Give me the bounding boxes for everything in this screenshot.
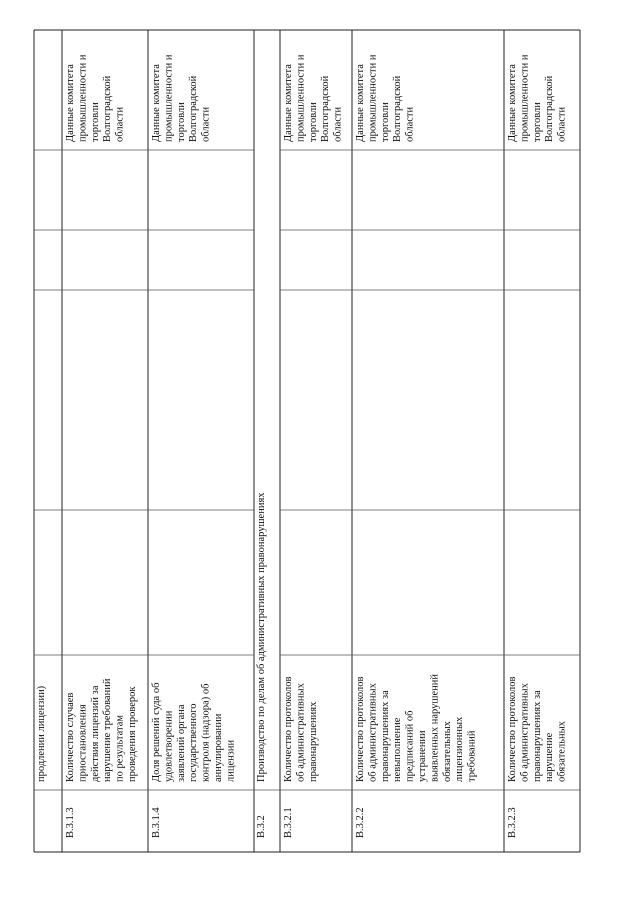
- table-cell-source: Данные комитета: [283, 64, 294, 142]
- table-cell-source: торговли: [307, 102, 319, 142]
- table-cell-source: области: [556, 106, 568, 142]
- table-cell-name: аннулировании: [213, 713, 224, 782]
- table-cell-source: торговли: [89, 102, 101, 142]
- table-cell-name: лицензионных: [454, 716, 466, 782]
- table-cell-source: области: [332, 106, 344, 142]
- table-cell-source: области: [114, 106, 126, 142]
- table-cell-name: Количество протоколов: [355, 676, 366, 782]
- table-cell-source: промышленности и: [77, 54, 89, 142]
- table-cell-source: Волгоградской: [320, 75, 332, 142]
- table-cell-source: Волгоградской: [188, 75, 200, 142]
- table-cell-name: государственного: [188, 703, 200, 782]
- table-cell-name: нарушение: [544, 732, 556, 782]
- table-cell-name: об административных: [295, 683, 307, 782]
- table-cell-source: торговли: [531, 102, 543, 142]
- table-cell-name: устранении: [417, 730, 428, 782]
- table-cell-name: продлении лицензии): [36, 685, 47, 782]
- table-cell-name: об административных: [367, 683, 379, 782]
- table-cell-source: Данные комитета: [355, 64, 366, 142]
- table-cell-name: заявлений органа: [175, 704, 187, 782]
- table-cell-name: правонарушениях за: [379, 690, 391, 782]
- table-cell-id: B.3.2.2: [355, 807, 366, 838]
- table-cell-id: B.3.2.1: [283, 807, 294, 838]
- table-cell-name: выявленных нарушений: [429, 674, 441, 782]
- table-cell-source: торговли: [175, 102, 187, 142]
- table-cell-source: Волгоградской: [544, 75, 556, 142]
- table-cell-source: промышленности и: [367, 54, 379, 142]
- table-text: [36, 54, 568, 838]
- table-cell-source: области: [200, 106, 212, 142]
- table-cell-source: Данные комитета: [65, 64, 76, 142]
- table-cell-name: требований: [466, 730, 478, 782]
- table-cell-name: невыполнение: [392, 717, 404, 782]
- table-cell-source: промышленности и: [519, 54, 531, 142]
- table-cell-id: B.3.2.3: [507, 807, 518, 838]
- table-cell-name: предписаний об: [404, 710, 416, 782]
- table-cell-source: Данные комитета: [507, 64, 518, 142]
- table-cell-source: Волгоградской: [392, 75, 404, 142]
- table-cell-name: правонарушениях: [307, 701, 319, 782]
- table-cell-name: Количество протоколов: [507, 676, 518, 782]
- table-cell-name: лицензии: [225, 739, 237, 782]
- table-cell-name: обязательных: [556, 721, 568, 782]
- section-heading: Производство по делам об административных правонарушениях: [256, 492, 267, 782]
- table-cell-id: B.3.1.4: [151, 807, 162, 838]
- table-cell-name: Доля решений суда об: [151, 682, 162, 782]
- table-cell-name: приостановления: [77, 704, 89, 782]
- table-cell-name: контроля (надзора) об: [200, 683, 212, 782]
- table-cell-name: удовлетворении: [163, 710, 175, 782]
- table-cell-name: об административных: [519, 683, 531, 782]
- table-cell-id: B.3.2: [256, 815, 267, 838]
- table-cell-name: Количество случаев: [65, 692, 76, 782]
- table-cell-source: области: [404, 106, 416, 142]
- table-cell-id: B.3.1.3: [65, 807, 76, 838]
- table-cell-name: проведения проверок: [127, 686, 138, 782]
- table-cell-source: торговли: [379, 102, 391, 142]
- table-cell-source: промышленности и: [163, 54, 175, 142]
- table-cell-source: Волгоградской: [102, 75, 114, 142]
- table-cell-name: правонарушениях за: [531, 690, 543, 782]
- table-cell-name: по результатам: [114, 714, 126, 782]
- table-cell-name: обязательных: [441, 721, 453, 782]
- table-cell-name: нарушение требований: [102, 678, 114, 782]
- table-cell-name: Количество протоколов: [283, 676, 294, 782]
- table-cell-source: промышленности и: [295, 54, 307, 142]
- table-cell-name: действия лицензий за: [89, 685, 101, 782]
- table-cell-source: Данные комитета: [151, 64, 162, 142]
